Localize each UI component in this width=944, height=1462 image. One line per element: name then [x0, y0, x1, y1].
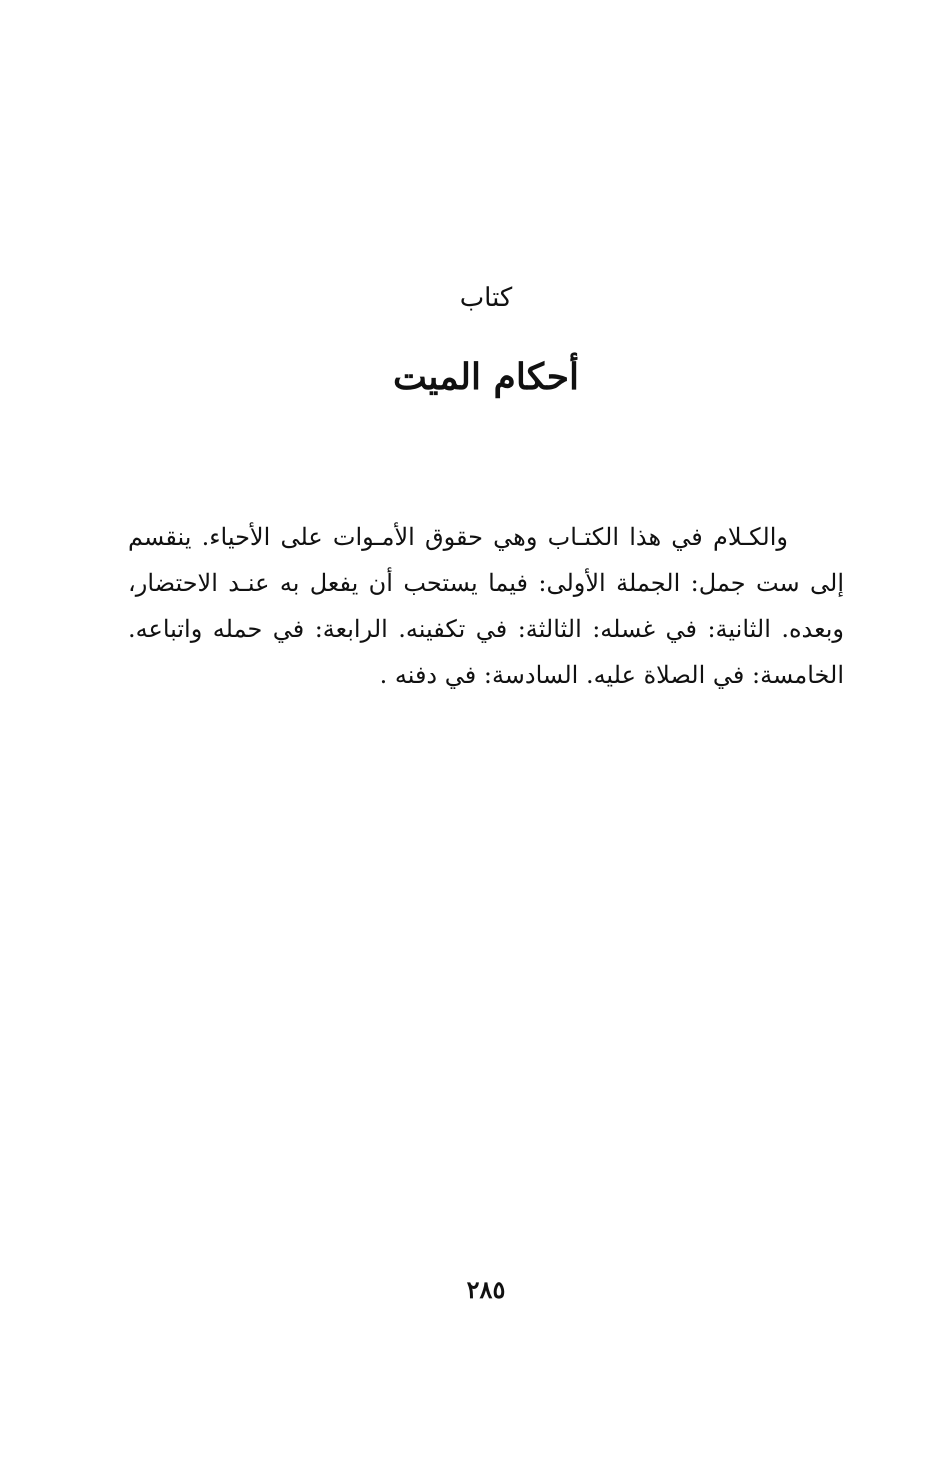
paragraph-line: الخامسة: في الصلاة عليه. السادسة: في دفنه .: [379, 661, 844, 689]
paragraph-line: والكـلام في هذا الكتـاب وهي حقوق الأمـوات على الأحياء. ينقسم: [128, 523, 788, 551]
book-label: كتاب: [459, 283, 513, 313]
body-paragraph: [128, 514, 844, 698]
chapter-title: أحكام الميت: [393, 356, 579, 398]
paragraph-line: إلى ست جمل: الجملة الأولى: فيما يستحب أن يفعل به عنـد الاحتضار،: [128, 569, 844, 597]
paragraph-line: وبعده. الثانية: في غسله: الثالثة: في تكفينه. الرابعة: في حمله واتباعه.: [128, 615, 844, 643]
page-number: ٢٨٥: [466, 1275, 506, 1304]
